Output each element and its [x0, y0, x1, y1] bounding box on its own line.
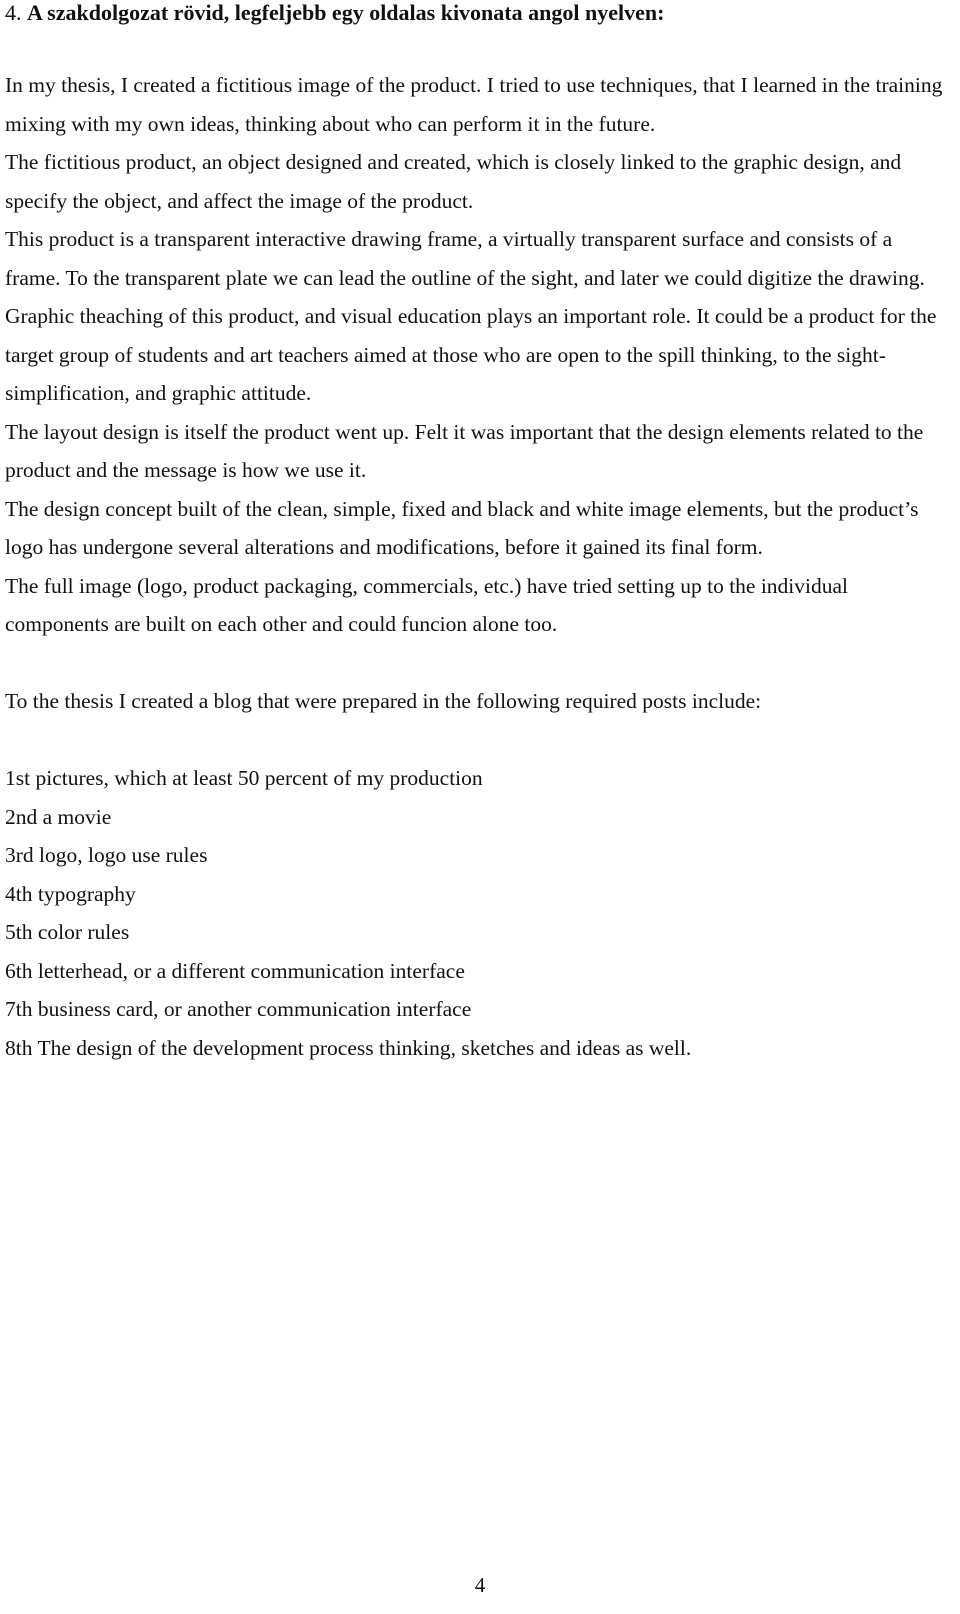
section-heading	[5, 0, 664, 26]
blog-post-list	[5, 759, 945, 1067]
section-number: 4.	[5, 0, 22, 25]
paragraph: In my thesis, I created a fictitious image of the product. I tried to use techniques, that I learned in the training mixing with my own ideas, thinking about who can perform it in the future.	[5, 73, 943, 136]
paragraph: The fictitious product, an object designed and created, which is closely linked to the graphic design, and specify the object, and affect the image of the product.	[5, 150, 902, 213]
page-number: 4	[474, 1573, 486, 1597]
paragraph: Graphic theaching of this product, and visual education plays an important role. It could be a product for the target group of students and art teachers aimed at those who are open to the spill thinking, to the sight-simplification, and graphic attitude.	[5, 304, 937, 405]
abstract-body	[5, 66, 945, 1067]
list-item: 6th letterhead, or a different communication interface	[5, 958, 465, 983]
spacer	[5, 721, 945, 760]
list-item: 2nd a movie	[5, 804, 112, 829]
list-item: 7th business card, or another communication interface	[5, 997, 472, 1021]
list-item: 4th typography	[5, 881, 136, 906]
spacer	[5, 644, 945, 683]
paragraph: This product is a transparent interactive drawing frame, a virtually transparent surface and consists of a frame. To the transparent plate we can lead the outline of the sight, and later we could digitize the drawing.	[5, 227, 925, 290]
paragraph: The full image (logo, product packaging, commercials, etc.) have tried setting up to the individual components are built on each other and could funcion alone too.	[5, 573, 849, 636]
blog-intro: To the thesis I created a blog that were prepared in the following required posts include:	[5, 689, 762, 713]
list-item: 1st pictures, which at least 50 percent of my production	[5, 766, 483, 790]
list-item: 8th The design of the development process thinking, sketches and ideas as well.	[5, 1035, 692, 1060]
paragraph: The layout design is itself the product went up. Felt it was important that the design elements related to the product and the message is how we use it.	[5, 419, 924, 482]
paragraph: The design concept built of the clean, simple, fixed and black and white image elements, but the product’s logo has undergone several alterations and modifications, before it gained its final form.	[5, 496, 919, 559]
list-item: 5th color rules	[5, 920, 130, 944]
list-item: 3rd logo, logo use rules	[5, 843, 208, 867]
section-title: A szakdolgozat rövid, legfeljebb egy oldalas kivonata angol nyelven:	[27, 0, 665, 25]
